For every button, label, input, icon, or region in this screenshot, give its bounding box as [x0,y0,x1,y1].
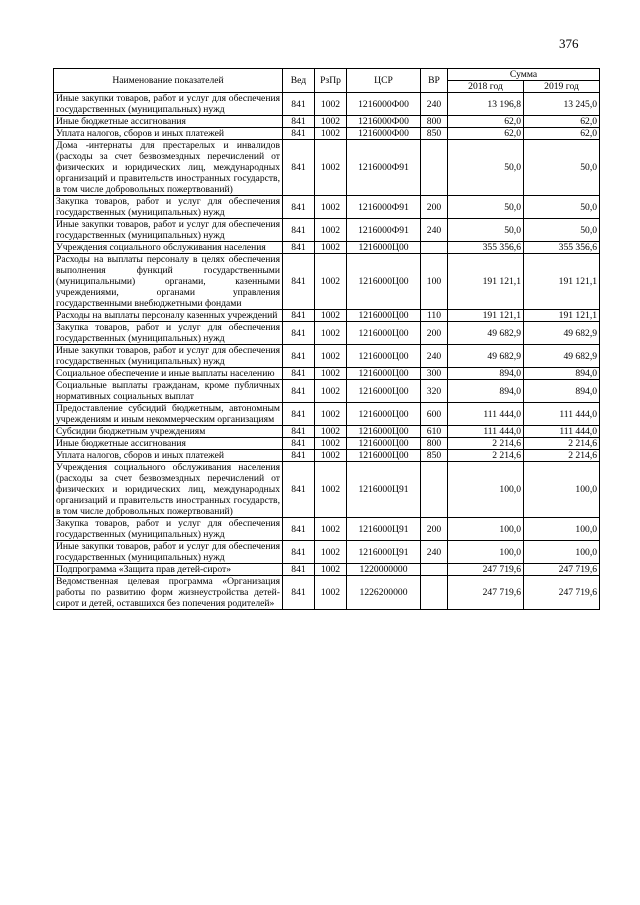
row-rzpr: 1002 [315,254,347,310]
row-name: Расходы на выплаты персоналу казенных учреждений [54,310,283,322]
row-sum-2019: 100,0 [524,462,600,518]
row-name: Подпрограмма «Защита прав детей-сирот» [54,564,283,576]
row-sum-2019: 355 356,6 [524,242,600,254]
table-header [54,69,600,93]
row-rzpr: 1002 [315,462,347,518]
table-row [54,242,600,254]
row-sum-2018: 2 214,6 [448,450,524,462]
table-row [54,322,600,345]
row-ved: 841 [283,380,315,403]
row-ved: 841 [283,140,315,196]
table-row [54,368,600,380]
table-row [54,345,600,368]
table-row [54,254,600,310]
row-rzpr: 1002 [315,345,347,368]
row-vr: 300 [421,368,448,380]
row-rzpr: 1002 [315,450,347,462]
row-name: Уплата налогов, сборов и иных платежей [54,128,283,140]
row-ved: 841 [283,219,315,242]
row-csr: 1216000Ц00 [347,345,421,368]
row-sum-2019: 50,0 [524,140,600,196]
row-sum-2018: 50,0 [448,196,524,219]
page-number: 376 [559,36,579,51]
row-csr: 1216000Ц91 [347,518,421,541]
row-rzpr: 1002 [315,518,347,541]
row-ved: 841 [283,368,315,380]
header-sum: Сумма [448,69,600,81]
table-row [54,438,600,450]
row-sum-2018: 49 682,9 [448,345,524,368]
row-ved: 841 [283,254,315,310]
row-vr [421,576,448,610]
row-sum-2018: 111 444,0 [448,426,524,438]
row-rzpr: 1002 [315,380,347,403]
row-ved: 841 [283,462,315,518]
row-vr: 240 [421,93,448,116]
row-vr [421,564,448,576]
row-csr: 1216000Ц00 [347,242,421,254]
row-vr: 850 [421,128,448,140]
row-name: Субсидии бюджетным учреждениям [54,426,283,438]
row-sum-2018: 247 719,6 [448,576,524,610]
table-row [54,576,600,610]
row-name: Иные закупки товаров, работ и услуг для обеспечения государственных (муниципальных) нужд [54,219,283,242]
row-sum-2018: 191 121,1 [448,254,524,310]
row-sum-2019: 49 682,9 [524,322,600,345]
row-sum-2018: 100,0 [448,462,524,518]
row-sum-2018: 62,0 [448,116,524,128]
row-ved: 841 [283,564,315,576]
row-vr: 600 [421,403,448,426]
row-vr: 320 [421,380,448,403]
row-name: Иные бюджетные ассигнования [54,438,283,450]
row-name: Иные бюджетные ассигнования [54,116,283,128]
row-ved: 841 [283,576,315,610]
row-rzpr: 1002 [315,438,347,450]
row-vr: 200 [421,518,448,541]
row-rzpr: 1002 [315,368,347,380]
table-row [54,140,600,196]
row-name: Предоставление субсидий бюджетным, автономным учреждениям и иным некоммерческим организациям [54,403,283,426]
row-ved: 841 [283,518,315,541]
row-rzpr: 1002 [315,541,347,564]
table-row [54,450,600,462]
row-sum-2018: 247 719,6 [448,564,524,576]
row-csr: 1216000Ф00 [347,116,421,128]
row-ved: 841 [283,196,315,219]
row-sum-2018: 894,0 [448,368,524,380]
row-sum-2019: 50,0 [524,196,600,219]
row-sum-2019: 50,0 [524,219,600,242]
row-sum-2019: 62,0 [524,116,600,128]
row-csr: 1216000Ф91 [347,219,421,242]
row-name: Закупка товаров, работ и услуг для обеспечения государственных (муниципальных) нужд [54,322,283,345]
row-csr: 1216000Ф91 [347,196,421,219]
table-row [54,541,600,564]
row-rzpr: 1002 [315,93,347,116]
row-ved: 841 [283,128,315,140]
row-ved: 841 [283,541,315,564]
row-vr: 200 [421,322,448,345]
row-vr: 200 [421,196,448,219]
row-sum-2018: 111 444,0 [448,403,524,426]
table-row [54,462,600,518]
row-rzpr: 1002 [315,242,347,254]
row-csr: 1216000Ц00 [347,322,421,345]
row-csr: 1216000Ц00 [347,450,421,462]
row-rzpr: 1002 [315,426,347,438]
row-csr: 1216000Ц00 [347,403,421,426]
table-row [54,196,600,219]
row-sum-2018: 191 121,1 [448,310,524,322]
header-vr: ВР [421,69,448,93]
table-row [54,128,600,140]
row-ved: 841 [283,403,315,426]
table-row [54,426,600,438]
row-sum-2019: 111 444,0 [524,426,600,438]
header-year-2018: 2018 год [448,81,524,93]
row-csr: 1226200000 [347,576,421,610]
row-sum-2018: 894,0 [448,380,524,403]
row-csr: 1216000Ц00 [347,368,421,380]
row-vr: 610 [421,426,448,438]
row-csr: 1216000Ц91 [347,541,421,564]
row-sum-2019: 247 719,6 [524,576,600,610]
row-sum-2019: 894,0 [524,380,600,403]
row-name: Уплата налогов, сборов и иных платежей [54,450,283,462]
row-ved: 841 [283,310,315,322]
row-name: Закупка товаров, работ и услуг для обеспечения государственных (муниципальных) нужд [54,518,283,541]
row-sum-2019: 191 121,1 [524,254,600,310]
row-ved: 841 [283,438,315,450]
row-csr: 1216000Ц00 [347,380,421,403]
row-name: Учреждения социального обслуживания населения (расходы за счет безвозмездных перечислений от физических и юридических лиц, международных организаций и правительств иностранных государств, в том числе добровольных пожертвований) [54,462,283,518]
row-sum-2019: 894,0 [524,368,600,380]
row-rzpr: 1002 [315,310,347,322]
row-sum-2018: 100,0 [448,541,524,564]
row-vr: 850 [421,450,448,462]
row-name: Закупка товаров, работ и услуг для обеспечения государственных (муниципальных) нужд [54,196,283,219]
row-csr: 1220000000 [347,564,421,576]
row-vr [421,140,448,196]
row-name: Расходы на выплаты персоналу в целях обеспечения выполнения функций государственными (муниципальными) органами, казенными учреждениями, органами управления государственными внебюджетными фондами [54,254,283,310]
header-rzpr: РзПр [315,69,347,93]
row-ved: 841 [283,322,315,345]
row-rzpr: 1002 [315,564,347,576]
row-sum-2018: 355 356,6 [448,242,524,254]
row-sum-2019: 111 444,0 [524,403,600,426]
row-rzpr: 1002 [315,196,347,219]
row-name: Социальные выплаты гражданам, кроме публичных нормативных социальных выплат [54,380,283,403]
header-year-2019: 2019 год [524,81,600,93]
row-csr: 1216000Ф00 [347,93,421,116]
row-sum-2019: 13 245,0 [524,93,600,116]
row-vr: 240 [421,345,448,368]
row-rzpr: 1002 [315,140,347,196]
row-sum-2019: 62,0 [524,128,600,140]
row-sum-2019: 247 719,6 [524,564,600,576]
row-csr: 1216000Ц00 [347,310,421,322]
row-ved: 841 [283,426,315,438]
row-sum-2019: 191 121,1 [524,310,600,322]
header-csr: ЦСР [347,69,421,93]
table-row [54,116,600,128]
table-body [54,93,600,610]
row-rzpr: 1002 [315,576,347,610]
row-vr [421,462,448,518]
row-vr: 100 [421,254,448,310]
row-sum-2018: 62,0 [448,128,524,140]
row-sum-2019: 2 214,6 [524,438,600,450]
row-csr: 1216000Ф91 [347,140,421,196]
row-name: Ведомственная целевая программа «Организация работы по развитию форм жизнеустройства детей-сирот и детей, оставшихся без попечения родителей» [54,576,283,610]
row-ved: 841 [283,450,315,462]
row-name: Иные закупки товаров, работ и услуг для обеспечения государственных (муниципальных) нужд [54,93,283,116]
row-vr [421,242,448,254]
row-csr: 1216000Ц00 [347,254,421,310]
row-sum-2018: 50,0 [448,140,524,196]
row-vr: 240 [421,219,448,242]
table-row [54,93,600,116]
row-vr: 240 [421,541,448,564]
row-sum-2019: 49 682,9 [524,345,600,368]
row-sum-2019: 2 214,6 [524,450,600,462]
row-sum-2018: 49 682,9 [448,322,524,345]
row-csr: 1216000Ц00 [347,426,421,438]
table-row [54,219,600,242]
row-sum-2018: 50,0 [448,219,524,242]
row-csr: 1216000Ц91 [347,462,421,518]
row-rzpr: 1002 [315,116,347,128]
table-row [54,564,600,576]
row-rzpr: 1002 [315,403,347,426]
row-rzpr: 1002 [315,128,347,140]
table-row [54,380,600,403]
row-name: Социальное обеспечение и иные выплаты населению [54,368,283,380]
row-name: Дома -интернаты для престарелых и инвалидов (расходы за счет безвозмездных перечислений от физических и юридических лиц, международных организаций и правительств иностранных государств, в том числе добровольных пожертвований) [54,140,283,196]
row-name: Иные закупки товаров, работ и услуг для обеспечения государственных (муниципальных) нужд [54,541,283,564]
row-sum-2019: 100,0 [524,541,600,564]
row-rzpr: 1002 [315,322,347,345]
row-ved: 841 [283,93,315,116]
row-rzpr: 1002 [315,219,347,242]
row-csr: 1216000Ф00 [347,128,421,140]
row-vr: 800 [421,116,448,128]
header-name: Наименование показателей [54,69,283,93]
row-vr: 800 [421,438,448,450]
row-sum-2019: 100,0 [524,518,600,541]
table-row [54,518,600,541]
header-ved: Вед [283,69,315,93]
budget-table [53,68,600,610]
row-sum-2018: 2 214,6 [448,438,524,450]
table-row [54,403,600,426]
row-vr: 110 [421,310,448,322]
row-name: Иные закупки товаров, работ и услуг для обеспечения государственных (муниципальных) нужд [54,345,283,368]
row-name: Учреждения социального обслуживания населения [54,242,283,254]
row-csr: 1216000Ц00 [347,438,421,450]
table-row [54,310,600,322]
row-sum-2018: 13 196,8 [448,93,524,116]
row-ved: 841 [283,345,315,368]
row-sum-2018: 100,0 [448,518,524,541]
row-ved: 841 [283,116,315,128]
row-ved: 841 [283,242,315,254]
